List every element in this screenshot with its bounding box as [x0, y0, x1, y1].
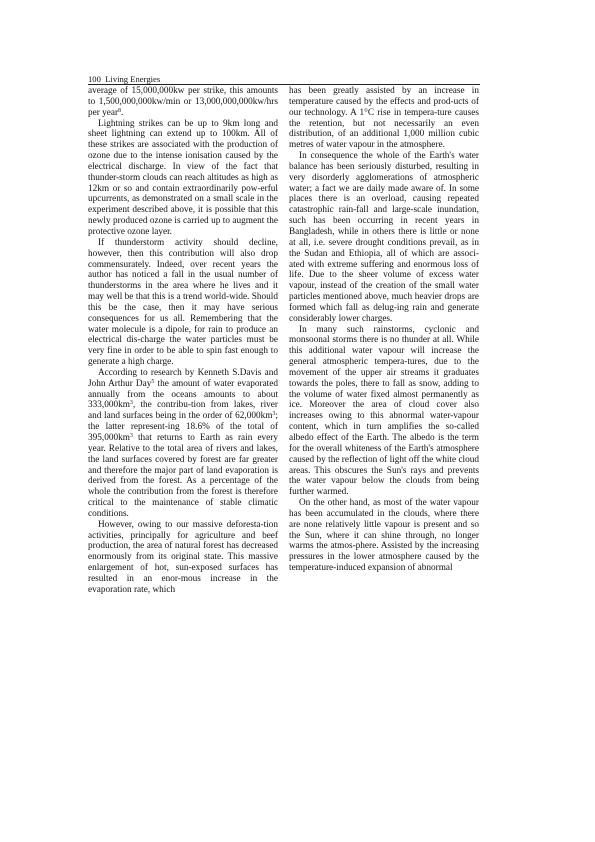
paragraph-evaporation-research [88, 368, 278, 520]
running-title: Living Energies [105, 74, 161, 84]
paragraph-cloud-vapour: On the other hand, as most of the water vapour has been accumulated in the clouds, where there are none relatively little vapour is present and so the Sun, where it can shine through, no longer warms the atmos-phere. Assisted by the increasing pressures in the lower atmosphere caused by the temperature-induced expansion of abnormal [289, 498, 479, 574]
paragraph-thunderstorm-decline: If thunderstorm activity should decline, however, then this contribution will also drop commensurately. Indeed, over recent years the author has noticed a fall in the usual number of thunderstorms in the area where he lives and it may well be that this is a trend world-wide. Should this be the case, then it may have serious consequences for us all. Remembering that the water molecule is a dipole, for rain to produce an electrical dis-charge the water particles must be very fine in order to be able to spin fast enough to generate a high charge. [88, 237, 278, 368]
paragraph-rainstorms: In many such rainstorms, cyclonic and monsoonal storms there is no thunder at all. While this additional water vapour will increase the general atmospheric tempera-tures, due to the movement of the upper air streams it graduates towards the poles, there to fall as snow, adding to the volume of water fixed almost permanently as ice. Moreover the area of cloud cover also increases owing to this abnormal water-vapour content, which in turn amplifies the so-called albedo effect of the Earth. The albedo is the term for the overall whiteness of the Earth's atmosphere caused by the reflection of light off the white cloud areas. This obscures the Sun's rays and prevents the water vapour below the clouds from being further warmed. [289, 324, 479, 498]
paragraph-continuation: has been greatly assisted by an increase in temperature caused by the effects and prod-ucts of our technology. A 1°C rise in tempera-ture causes the retention, but not necessarily an even distribution, of an additional 1,000 million cubic metres of water vapour in the atmosphere. [289, 86, 479, 151]
footnote-ref: 8 [118, 107, 122, 114]
header-rule [88, 84, 480, 85]
paragraph-lightning: Lightning strikes can be up to 9km long and sheet lightning can extend up to 100km. All of these strikes are associated with the production of ozone due to the intense ionisation caused by the electrical discharge. In view of the fact that thunder-storm clouds can reach altitudes as high as 12km or so and contain extraordinarily pow-erful upcurrents, as demonstrated on a small scale in the experiment described above, it is possible that this newly produced ozone is carried up to augment the protective ozone layer. [88, 118, 278, 237]
footnote-ref: 5 [151, 378, 155, 385]
superscript: 3 [272, 411, 276, 418]
page-number: 100 [88, 74, 101, 84]
right-column [289, 86, 479, 574]
superscript: 3 [129, 400, 133, 407]
paragraph-text: . [121, 107, 124, 118]
paragraph-text: ; the latter represent-ing 18.6% of the total of 395,000km [88, 411, 278, 443]
paragraph-text: , the contribu-tion from lakes, river and land surfaces being in the order of 62,000km [88, 400, 278, 422]
paragraph-continuation [88, 86, 278, 119]
paragraph-deforestation: However, owing to our massive deforesta-tion activities, principally for agriculture and beef production, the area of natural forest has decreased enormously from its original state. This massive enlargement of hot, sun-exposed surfaces has resulted in an enor-mous increase in the evaporation rate, which [88, 519, 278, 595]
paragraph-text: According to research by Kenneth S.Davis and John Arthur Day [88, 367, 278, 389]
running-header [88, 74, 480, 84]
paragraph-water-balance: In consequence the whole of the Earth's water balance has been seriously disturbed, resulting in very disorderly agglomerations of atmospheric water; a fact we are daily made aware of. In some places there is an overload, causing repeated catastrophic rain-fall and large-scale inundation, such has been occurring in recent years in Bangladesh, while in others there is little or none at all, i.e. severe drought conditions prevail, as in the Sudan and Ethiopia, all of which are associ-ated with extreme suffering and enormous loss of life. Due to the sheer volume of excess water vapour, instead of the creation of the small water particles mentioned above, much heavier drops are formed which fall as delug-ing rain and generate considerably lower charges. [289, 151, 479, 324]
paragraph-text: average of 15,000,000kw per strike, this amounts to 1,500,000,000kw/min or 13,000,000,000kw/hrs per year [88, 86, 278, 118]
left-column [88, 86, 278, 596]
superscript: 3 [129, 433, 133, 439]
paragraph-text: that returns to Earth as rain every year. Relative to the total area of rivers and lakes, the land surfaces covered by forest are far greater and therefore the major part of land evaporation is derived from the forest. As a percentage of the whole the contribution from the forest is therefore critical to the maintenance of stable climatic conditions. [88, 433, 278, 519]
paragraph-text: the amount of water evaporated annually from the oceans amounts to about 333,000km [88, 378, 278, 411]
